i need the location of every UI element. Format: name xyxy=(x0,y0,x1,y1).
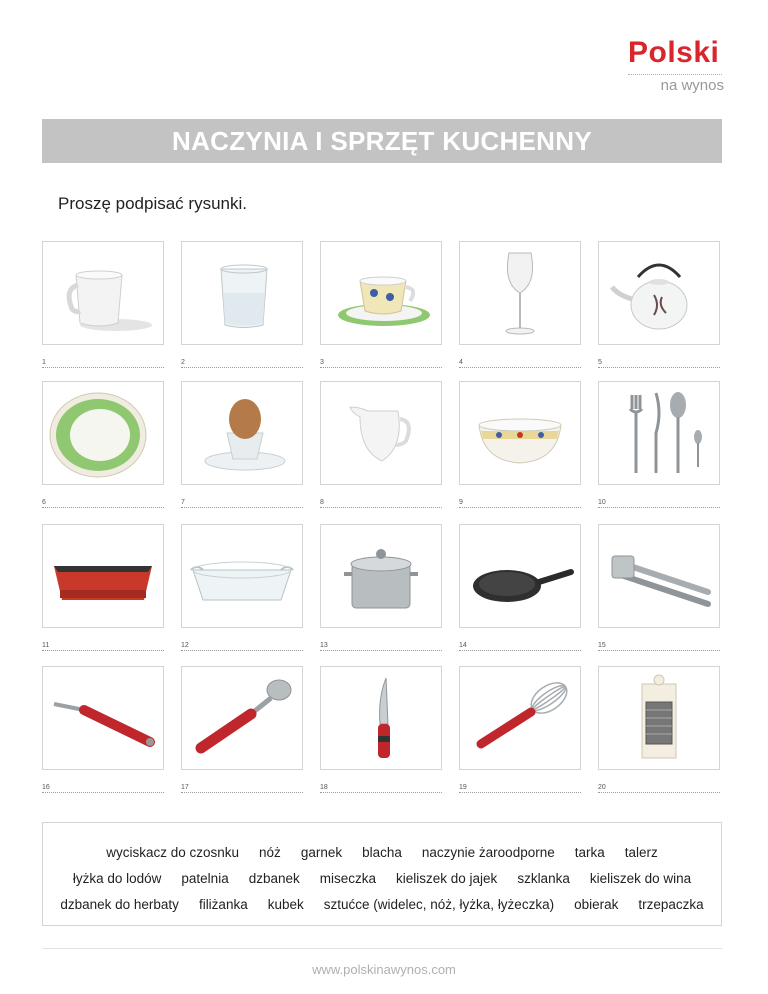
item-number: 14 xyxy=(459,642,467,649)
teacup-icon xyxy=(320,241,442,345)
item-number: 1 xyxy=(42,359,46,366)
answer-line[interactable] xyxy=(459,497,581,508)
exercise-item xyxy=(459,241,581,368)
word: talerz xyxy=(624,845,658,860)
word: blacha xyxy=(362,845,402,860)
item-number: 6 xyxy=(42,499,46,506)
word: kubek xyxy=(267,897,304,912)
teapot-icon xyxy=(598,241,720,345)
page-title: NACZYNIA I SPRZĘT KUCHENNY xyxy=(172,125,592,156)
baking-tin-icon xyxy=(42,524,164,628)
instruction: Proszę podpisać rysunki. xyxy=(58,194,247,213)
footer-divider xyxy=(42,948,722,949)
answer-line[interactable] xyxy=(181,497,303,508)
word: garnek xyxy=(300,845,343,860)
answer-line[interactable] xyxy=(181,357,303,368)
exercise-item xyxy=(320,381,442,508)
word: miseczka xyxy=(319,871,377,886)
word-bank-row xyxy=(43,897,721,912)
word: patelnia xyxy=(181,871,229,886)
item-number: 4 xyxy=(459,359,463,366)
answer-line[interactable] xyxy=(598,357,720,368)
exercise-item xyxy=(598,666,720,793)
logo-main: Polski xyxy=(628,36,720,69)
word: dzbanek xyxy=(248,871,300,886)
pot-icon xyxy=(320,524,442,628)
grater-icon xyxy=(598,666,720,770)
frying-pan-icon xyxy=(459,524,581,628)
answer-line[interactable] xyxy=(598,782,720,793)
logo-sub: na wynos xyxy=(660,77,724,94)
word-bank xyxy=(42,822,722,926)
exercise-item xyxy=(42,524,164,651)
exercise-item xyxy=(181,241,303,368)
exercise-item xyxy=(181,666,303,793)
item-number: 2 xyxy=(181,359,185,366)
answer-line[interactable] xyxy=(320,782,442,793)
jug-icon xyxy=(320,381,442,485)
exercise-item xyxy=(598,381,720,508)
answer-line[interactable] xyxy=(181,782,303,793)
word: dzbanek do herbaty xyxy=(60,897,179,912)
exercise-item xyxy=(459,666,581,793)
item-number: 9 xyxy=(459,499,463,506)
answer-line[interactable] xyxy=(598,640,720,651)
word: łyżka do lodów xyxy=(72,871,162,886)
garlic-press-icon xyxy=(598,524,720,628)
peeler-icon xyxy=(42,666,164,770)
item-number: 11 xyxy=(42,642,50,649)
word: filiżanka xyxy=(198,897,248,912)
exercise-item xyxy=(181,381,303,508)
title-bar xyxy=(42,119,722,163)
word: kieliszek do wina xyxy=(589,871,692,886)
mug-icon xyxy=(42,241,164,345)
exercise-item xyxy=(598,524,720,651)
item-number: 20 xyxy=(598,784,606,791)
word-bank-row xyxy=(43,871,721,886)
item-number: 3 xyxy=(320,359,324,366)
item-number: 5 xyxy=(598,359,602,366)
answer-line[interactable] xyxy=(42,640,164,651)
answer-line[interactable] xyxy=(320,357,442,368)
exercise-item xyxy=(320,241,442,368)
whisk-icon xyxy=(459,666,581,770)
item-number: 18 xyxy=(320,784,328,791)
item-number: 16 xyxy=(42,784,50,791)
word: tarka xyxy=(574,845,605,860)
bowl-icon xyxy=(459,381,581,485)
exercise-item xyxy=(181,524,303,651)
exercise-item xyxy=(459,524,581,651)
answer-line[interactable] xyxy=(459,357,581,368)
word-bank-row xyxy=(43,845,721,860)
answer-line[interactable] xyxy=(459,640,581,651)
ice-cream-scoop-icon xyxy=(181,666,303,770)
item-number: 12 xyxy=(181,642,189,649)
word: trzepaczka xyxy=(638,897,704,912)
knife-icon xyxy=(320,666,442,770)
plate-icon xyxy=(42,381,164,485)
word: szklanka xyxy=(517,871,570,886)
answer-line[interactable] xyxy=(598,497,720,508)
answer-line[interactable] xyxy=(320,497,442,508)
answer-line[interactable] xyxy=(459,782,581,793)
word: obierak xyxy=(574,897,619,912)
exercise-item xyxy=(42,666,164,793)
exercise-item xyxy=(42,241,164,368)
exercise-item xyxy=(320,666,442,793)
word: nóż xyxy=(259,845,281,860)
glass-icon xyxy=(181,241,303,345)
item-number: 15 xyxy=(598,642,606,649)
logo xyxy=(628,38,724,94)
answer-line[interactable] xyxy=(42,497,164,508)
logo-divider xyxy=(628,74,722,75)
answer-line[interactable] xyxy=(181,640,303,651)
word: naczynie żaroodporne xyxy=(421,845,555,860)
exercise-item xyxy=(320,524,442,651)
word: sztućce (widelec, nóż, łyżka, łyżeczka) xyxy=(323,897,555,912)
cutlery-icon xyxy=(598,381,720,485)
exercise-item xyxy=(42,381,164,508)
item-number: 13 xyxy=(320,642,328,649)
footer-url[interactable]: www.polskinawynos.com xyxy=(312,962,456,977)
answer-line[interactable] xyxy=(42,782,164,793)
glass-dish-icon xyxy=(181,524,303,628)
exercise-item xyxy=(459,381,581,508)
item-number: 19 xyxy=(459,784,467,791)
item-number: 17 xyxy=(181,784,189,791)
wine-glass-icon xyxy=(459,241,581,345)
item-number: 7 xyxy=(181,499,185,506)
item-number: 10 xyxy=(598,499,606,506)
answer-line[interactable] xyxy=(42,357,164,368)
word: wyciskacz do czosnku xyxy=(106,845,240,860)
egg-cup-icon xyxy=(181,381,303,485)
answer-line[interactable] xyxy=(320,640,442,651)
word: kieliszek do jajek xyxy=(396,871,498,886)
item-number: 8 xyxy=(320,499,324,506)
exercise-item xyxy=(598,241,720,368)
